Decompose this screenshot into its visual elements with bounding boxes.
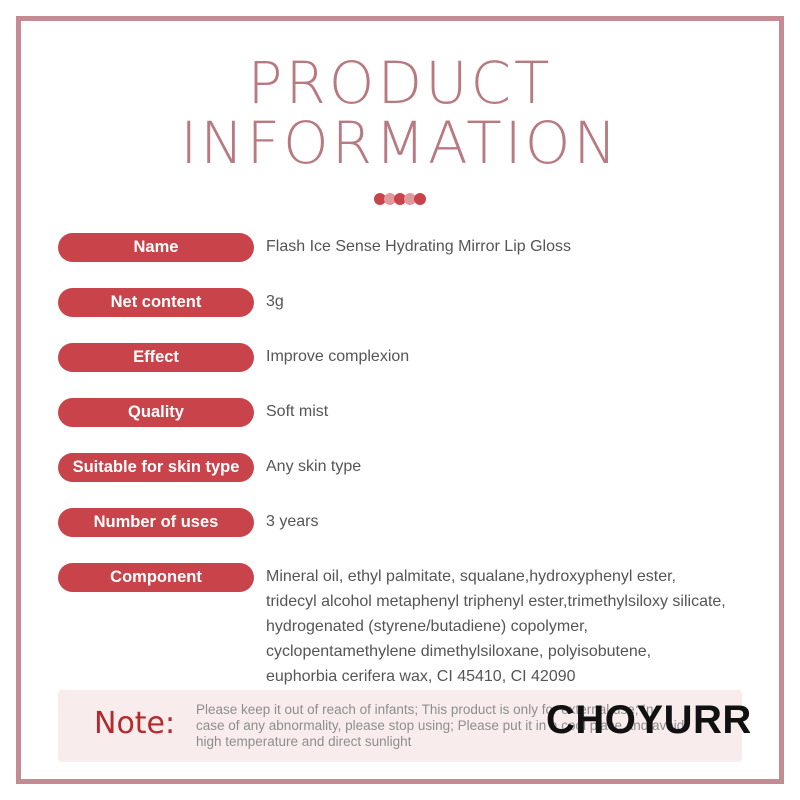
info-value-line: cyclopentamethylene dimethylsiloxane, polyisobutene, [266, 643, 652, 660]
info-label-pill: Suitable for skin type [58, 453, 254, 482]
page-title-line2: INFORMATION [180, 109, 620, 177]
info-label-pill: Number of uses [58, 508, 254, 537]
info-value-line: Soft mist [266, 403, 329, 420]
note-label: Note: [94, 706, 176, 741]
info-label-pill: Component [58, 563, 254, 592]
info-value-line: euphorbia cerifera wax, CI 45410, CI 42090 [266, 668, 576, 685]
info-value-line: hydrogenated (styrene/butadiene) copolymer, [266, 618, 588, 635]
page-title-line1: PRODUCT [247, 49, 553, 117]
info-label-pill: Name [58, 233, 254, 262]
info-value-line: Mineral oil, ethyl palmitate, squalane,hydroxyphenyl ester, [266, 568, 676, 585]
info-value-line: Flash Ice Sense Hydrating Mirror Lip Gloss [266, 238, 571, 255]
info-value-line: tridecyl alcohol metaphenyl triphenyl ester,trimethylsiloxy silicate, [266, 593, 726, 610]
decorative-dots [374, 192, 428, 206]
info-value-line: Improve complexion [266, 348, 410, 365]
info-value-line: 3g [266, 293, 284, 310]
note-line: high temperature and direct sunlight [196, 734, 412, 749]
note-line: Please keep it out of reach of infants; This product is only for external use; In [196, 702, 654, 717]
info-value-line: 3 years [266, 513, 319, 530]
info-value [266, 509, 766, 534]
info-label-pill: Quality [58, 398, 254, 427]
info-value-line: Any skin type [266, 458, 362, 475]
info-label-pill: Effect [58, 343, 254, 372]
info-value [266, 454, 766, 479]
info-value [266, 344, 766, 369]
info-value [266, 564, 766, 689]
info-value [266, 234, 766, 259]
brand-logo: CHOYURR [546, 698, 752, 742]
note-line: case of any abnormality, please stop using; Please put it in a cool place and avoid [196, 718, 685, 733]
dot-icon [414, 193, 426, 205]
info-value [266, 399, 766, 424]
info-value [266, 289, 766, 314]
info-label-pill: Net content [58, 288, 254, 317]
